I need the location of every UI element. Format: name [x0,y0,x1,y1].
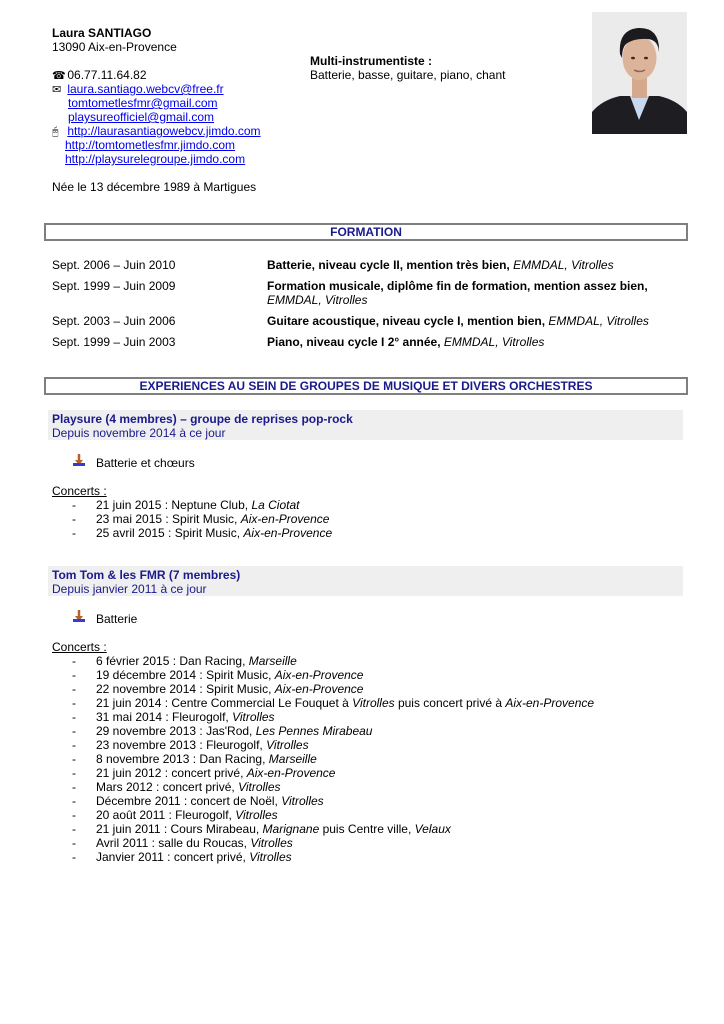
list-dash: - [72,668,76,682]
formation-title: Formation musicale, diplôme fin de formation, mention assez bien, [267,279,648,293]
formation-date: Sept. 2006 – Juin 2010 [52,258,176,272]
formation-title: Piano, niveau cycle I 2° année, [267,335,441,349]
formation-school: EMMDAL, Vitrolles [548,314,649,328]
concert-item: 21 juin 2014 : Centre Commercial Le Fouquet à Vitrolles puis concert privé à Aix-en-Provence [96,696,595,710]
list-dash: - [72,710,76,724]
formation-school: EMMDAL, Vitrolles [443,335,545,349]
profile-photo [592,12,687,134]
concerts-label: Concerts : [52,484,107,498]
formation-school: EMMDAL, Vitrolles [267,293,368,307]
arrow-bullet-icon [72,609,86,623]
concert-item: 21 juin 2011 : Cours Mirabeau, Marignane puis Centre ville, Velaux [96,822,451,836]
email-line-1 [52,82,224,97]
concert-item: 21 juin 2015 : Neptune Club, La Ciotat [96,498,300,512]
band-title: Tom Tom & les FMR (7 membres) [52,568,241,582]
mouse-icon: 🖰 [52,126,59,138]
arrow-bullet-icon [72,453,86,467]
concert-item: 22 novembre 2014 : Spirit Music, Aix-en-Provence [96,682,364,696]
list-dash: - [72,738,76,752]
band-since: Depuis novembre 2014 à ce jour [52,426,226,440]
band-title: Playsure (4 membres) – groupe de reprises pop-rock [52,412,353,426]
concerts-label: Concerts : [52,640,107,654]
list-dash: - [72,682,76,696]
formation-date: Sept. 1999 – Juin 2003 [52,335,176,349]
formation-date: Sept. 1999 – Juin 2009 [52,279,176,293]
concert-item: 23 novembre 2013 : Fleurogolf, Vitrolles [96,738,309,752]
list-dash: - [72,780,76,794]
list-dash: - [72,696,76,710]
website-link[interactable]: http://playsurelegroupe.jimdo.com [65,152,246,166]
concert-item: 8 novembre 2013 : Dan Racing, Marseille [96,752,317,766]
list-dash: - [72,724,76,738]
envelope-icon: ✉ [52,84,62,96]
candidate-name: Laura SANTIAGO [52,26,152,40]
concert-item: 25 avril 2015 : Spirit Music, Aix-en-Provence [96,526,333,540]
list-dash: - [72,836,76,850]
list-dash: - [72,512,76,526]
formation-heading: FORMATION [44,223,688,241]
list-dash: - [72,808,76,822]
formation-title: Batterie, niveau cycle II, mention très bien, [267,258,510,272]
concert-item: 29 novembre 2013 : Jas'Rod, Les Pennes Mirabeau [96,724,373,738]
list-dash: - [72,794,76,808]
website-link[interactable]: http://tomtometlesfmr.jimdo.com [65,138,236,152]
concert-item: Décembre 2011 : concert de Noël, Vitrolles [96,794,324,808]
web-line-1 [52,124,261,139]
list-dash: - [72,654,76,668]
formation-entry [267,335,544,349]
concert-item: 23 mai 2015 : Spirit Music, Aix-en-Provence [96,512,330,526]
concert-item: 31 mai 2014 : Fleurogolf, Vitrolles [96,710,275,724]
email-link[interactable]: playsureofficiel@gmail.com [68,110,215,124]
concert-item: 21 juin 2012 : concert privé, Aix-en-Provence [96,766,336,780]
role-title: Multi-instrumentiste : [310,54,432,68]
list-dash: - [72,850,76,864]
list-dash: - [72,526,76,540]
phone-line [52,68,147,83]
concert-item: 20 août 2011 : Fleurogolf, Vitrolles [96,808,278,822]
list-dash: - [72,752,76,766]
formation-entry [267,258,614,272]
role-instruments: Batterie, basse, guitare, piano, chant [310,68,506,82]
experiences-heading: EXPERIENCES AU SEIN DE GROUPES DE MUSIQUE ET DIVERS ORCHESTRES [44,377,688,395]
email-link[interactable]: laura.santiago.webcv@free.fr [67,82,224,96]
concert-item: 6 février 2015 : Dan Racing, Marseille [96,654,297,668]
candidate-city: 13090 Aix-en-Provence [52,40,177,54]
band-role: Batterie [96,612,138,626]
list-dash: - [72,822,76,836]
band-since: Depuis janvier 2011 à ce jour [52,582,207,596]
concert-item: Avril 2011 : salle du Roucas, Vitrolles [96,836,293,850]
concert-item: Mars 2012 : concert privé, Vitrolles [96,780,281,794]
formation-date: Sept. 2003 – Juin 2006 [52,314,176,328]
phone-number: 06.77.11.64.82 [67,68,147,82]
list-dash: - [72,766,76,780]
email-link[interactable]: tomtometlesfmr@gmail.com [68,96,218,110]
phone-icon: ☎ [52,70,66,82]
formation-entry [267,314,649,328]
website-link[interactable]: http://laurasantiagowebcv.jimdo.com [67,124,261,138]
list-dash: - [72,498,76,512]
formation-title: Guitare acoustique, niveau cycle I, mention bien, [267,314,546,328]
concert-item: 19 décembre 2014 : Spirit Music, Aix-en-Provence [96,668,364,682]
band-role: Batterie et chœurs [96,456,195,470]
birth-info: Née le 13 décembre 1989 à Martigues [52,180,257,194]
formation-school: EMMDAL, Vitrolles [513,258,614,272]
concert-item: Janvier 2011 : concert privé, Vitrolles [96,850,292,864]
